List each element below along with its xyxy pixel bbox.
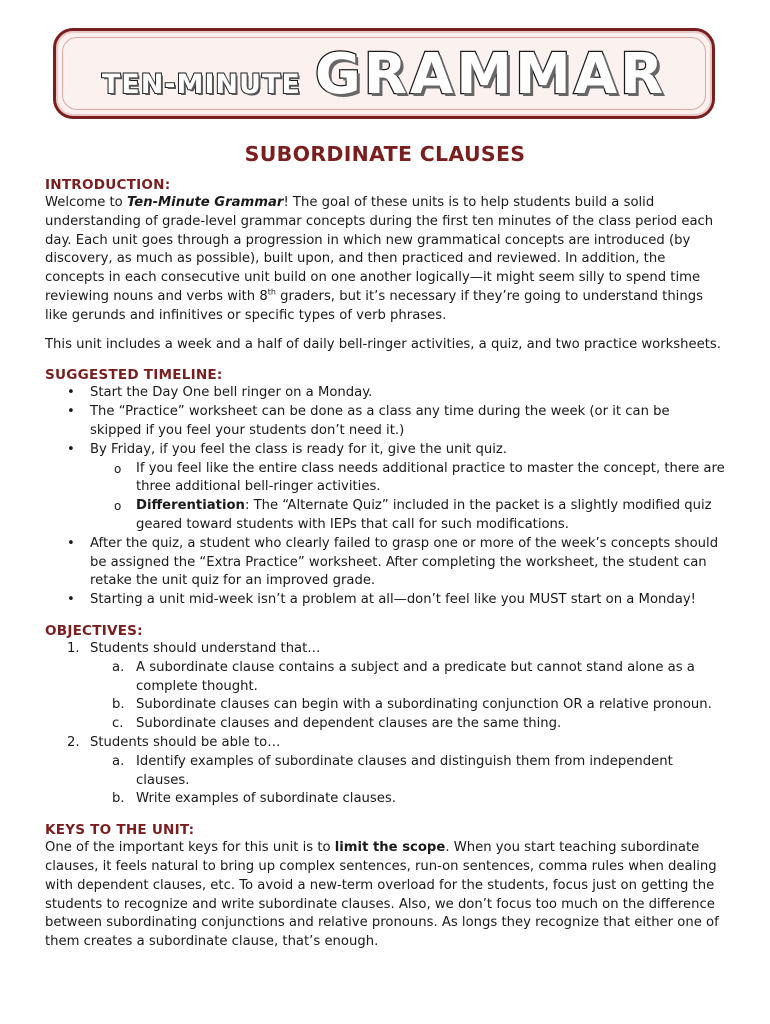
sub-list-item	[90, 790, 725, 809]
sub-list-item	[90, 753, 725, 791]
banner-prefix: TEN-MINUTE	[101, 69, 301, 100]
timeline-heading: SUGGESTED TIMELINE:	[45, 367, 223, 384]
keys-heading: KEYS TO THE UNIT:	[45, 822, 195, 839]
banner-title	[56, 42, 712, 107]
sub-list-item	[90, 659, 725, 697]
banner-main: GRAMMAR	[314, 42, 667, 107]
intro-brand: Ten-Minute Grammar	[126, 195, 284, 210]
list-letter: a.	[112, 753, 125, 769]
list-letter: b.	[112, 791, 125, 807]
list-item-text: By Friday, if you feel the class is ready for it, give the unit quiz.	[90, 441, 507, 457]
sub-list-item	[90, 696, 725, 715]
timeline-section	[45, 366, 725, 610]
sub-list-item-text: : The “Alternate Quiz” included in the packet is a slightly modified quiz geared toward students with IEPs that call for such modifications.	[136, 498, 712, 532]
objectives-sublist	[90, 659, 725, 734]
list-letter: b.	[112, 697, 125, 713]
sub-list-item-text: Write examples of subordinate clauses.	[136, 791, 396, 807]
sub-list-item-text: Subordinate clauses and dependent clauses are the same thing.	[136, 716, 562, 732]
sub-list-item-text: A subordinate clause contains a subject and a predicate but cannot stand alone as a complete thought.	[136, 659, 695, 694]
intro-text-b: graders, but it’s necessary if they’re going to understand things like gerunds and infinitives or specific types of verb phrases.	[45, 288, 703, 323]
sub-list-item: o If you feel like the entire class needs additional practice to master the concept, there are three additional bell-ringer activities.	[90, 460, 725, 498]
keys-text: . When you start teaching subordinate clauses, it feels natural to bring up complex sentences, run-on sentences, comma rules when dealing with dependent clauses, etc. To avoid a new-term overload for the students, focus just on getting the students to recognize and write subordinate clauses. Also, we don’t focus too much on the difference between subordinating conjunctions and relative pronouns. As longs they recognize that either one of them creates a subordinate clause, that’s enough.	[45, 840, 719, 950]
list-letter: a.	[112, 659, 125, 675]
keys-lead: One of the important keys for this unit is to	[45, 840, 335, 856]
list-item-text: Students should be able to…	[90, 734, 281, 750]
list-item: • After the quiz, a student who clearly failed to grasp one or more of the week’s concepts should be assigned the “Extra Practice” worksheet. After completing the worksheet, the student can retake the unit quiz for an improved grade.	[45, 535, 725, 591]
timeline-list	[45, 384, 725, 610]
intro-text-a: ! The goal of these units is to help students build a solid understanding of grade-level grammar concepts during the first ten minutes of the class period each day. Each unit goes through a progression in which new grammatical concepts are introduced (by discovery, as much as possible), built upon, and then practiced and reviewed. In addition, the concepts in each consecutive unit build on one another logically—it might seem silly to spend time reviewing nouns and verbs with 8	[45, 195, 714, 304]
sub-list-item-text: Subordinate clauses can begin with a subordinating conjunction OR a relative pronoun.	[136, 697, 712, 713]
page-title: SUBORDINATE CLAUSES	[244, 142, 526, 166]
keys-paragraph	[45, 839, 725, 952]
list-letter: c.	[112, 716, 124, 732]
list-item: • Start the Day One bell ringer on a Monday.	[45, 384, 725, 403]
list-item	[45, 640, 725, 734]
intro-lead: Welcome to	[45, 195, 127, 210]
introduction-heading: INTRODUCTION:	[45, 177, 171, 193]
objectives-sublist	[90, 753, 725, 809]
document-body	[45, 140, 725, 952]
sub-list-item	[90, 497, 725, 535]
list-item	[45, 441, 725, 535]
list-item	[45, 734, 725, 809]
introduction-section	[45, 176, 725, 354]
intro-superscript: th	[267, 287, 276, 297]
timeline-sublist	[90, 460, 725, 535]
keys-section	[45, 821, 725, 952]
list-item: • The “Practice” worksheet can be done as a class any time during the week (or it can be skipped if you feel your students don’t need it.)	[45, 403, 725, 441]
sub-list-item	[90, 715, 725, 734]
objectives-heading: OBJECTIVES:	[45, 622, 143, 639]
objectives-list	[45, 640, 725, 809]
list-number: 2.	[67, 734, 80, 750]
list-number: 1.	[67, 640, 80, 656]
unit-includes-paragraph: This unit includes a week and a half of daily bell-ringer activities, a quiz, and two practice worksheets.	[45, 336, 721, 352]
list-item: • Starting a unit mid-week isn’t a problem at all—don’t feel like you MUST start on a Monday!	[45, 591, 725, 610]
list-item-text: Students should understand that…	[90, 640, 321, 656]
introduction-paragraph	[45, 194, 725, 326]
sub-list-item-text: Identify examples of subordinate clauses and distinguish them from independent clauses.	[136, 753, 673, 788]
title-banner	[53, 28, 715, 119]
keys-emphasis: limit the scope	[334, 840, 446, 856]
differentiation-label: Differentiation	[136, 498, 245, 514]
objectives-section	[45, 622, 725, 809]
